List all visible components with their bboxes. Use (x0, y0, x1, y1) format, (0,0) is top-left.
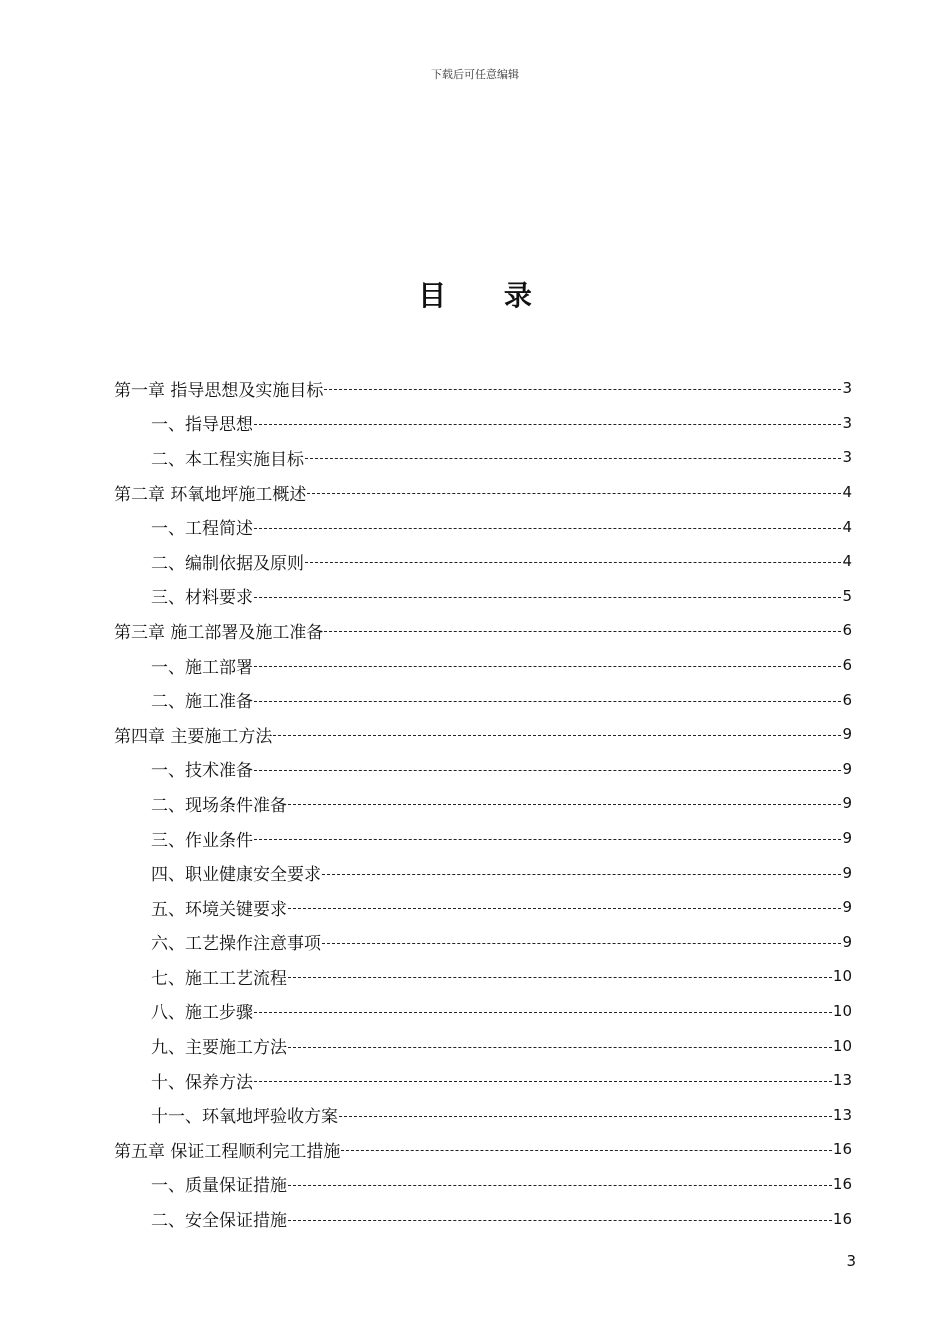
toc-entry-page: 9 (842, 932, 852, 951)
toc-dot-leader (288, 1184, 832, 1186)
toc-dot-leader (339, 1115, 832, 1117)
toc-chapter-entry[interactable] (114, 1132, 852, 1167)
page-number: 3 (846, 1252, 856, 1270)
toc-entry-page: 4 (842, 552, 852, 571)
toc-entry-label: 二、本工程实施目标 (151, 449, 304, 470)
toc-section-entry[interactable] (114, 1028, 852, 1063)
toc-entry-label: 四、职业健康安全要求 (151, 865, 321, 886)
toc-entry-page: 6 (842, 690, 852, 709)
toc-entry-page: 4 (842, 517, 852, 536)
toc-chapter-entry[interactable] (114, 475, 852, 510)
toc-section-entry[interactable] (114, 1167, 852, 1202)
toc-entry-label: 第四章 主要施工方法 (114, 726, 273, 747)
toc-entry-page: 3 (842, 379, 852, 398)
toc-entry-label: 五、环境关键要求 (151, 899, 287, 920)
toc-entry-page: 9 (842, 725, 852, 744)
toc-entry-page: 9 (842, 759, 852, 778)
toc-entry-page: 16 (832, 1140, 852, 1159)
toc-section-entry[interactable] (114, 890, 852, 925)
toc-entry-page: 5 (842, 586, 852, 605)
toc-dot-leader (254, 1080, 832, 1082)
toc-entry-label: 二、安全保证措施 (151, 1211, 287, 1232)
toc-entry-page: 6 (842, 656, 852, 675)
toc-entry-label: 三、作业条件 (151, 830, 253, 851)
toc-dot-leader (288, 976, 832, 978)
toc-entry-page: 3 (842, 413, 852, 432)
toc-section-entry[interactable] (114, 579, 852, 614)
toc-entry-label: 二、施工准备 (151, 692, 253, 713)
toc-dot-leader (273, 734, 841, 736)
toc-entry-page: 16 (832, 1174, 852, 1193)
toc-entry-page: 10 (832, 967, 852, 986)
toc-section-entry[interactable] (114, 786, 852, 821)
toc-entry-label: 六、工艺操作注意事项 (151, 934, 321, 955)
toc-entry-page: 4 (842, 483, 852, 502)
toc-dot-leader (254, 1011, 832, 1013)
toc-entry-label: 七、施工工艺流程 (151, 968, 287, 989)
toc-entry-label: 八、施工步骤 (151, 1003, 253, 1024)
toc-dot-leader (254, 596, 841, 598)
toc-dot-leader (288, 907, 841, 909)
toc-dot-leader (254, 700, 841, 702)
toc-dot-leader (322, 873, 841, 875)
toc-section-entry[interactable] (114, 509, 852, 544)
toc-dot-leader (324, 630, 841, 632)
toc-entry-label: 九、主要施工方法 (151, 1038, 287, 1059)
toc-dot-leader (254, 769, 841, 771)
toc-entry-page: 9 (842, 794, 852, 813)
toc-entry-label: 二、现场条件准备 (151, 795, 287, 816)
toc-entry-page: 13 (832, 1105, 852, 1124)
toc-entry-label: 十、保养方法 (151, 1072, 253, 1093)
toc-entry-page: 10 (832, 1036, 852, 1055)
toc-section-entry[interactable] (114, 440, 852, 475)
toc-entry-page: 10 (832, 1001, 852, 1020)
toc-entry-label: 十一、环氧地坪验收方案 (151, 1107, 338, 1128)
toc-entry-page: 3 (842, 448, 852, 467)
toc-entry-label: 第一章 指导思想及实施目标 (114, 380, 324, 401)
toc-section-entry[interactable] (114, 1201, 852, 1236)
toc-entry-label: 三、材料要求 (151, 588, 253, 609)
toc-entry-label: 一、指导思想 (151, 415, 253, 436)
toc-section-entry[interactable] (114, 821, 852, 856)
toc-section-entry[interactable] (114, 1063, 852, 1098)
toc-section-entry[interactable] (114, 648, 852, 683)
toc-title: 目 录 (418, 279, 556, 312)
toc-section-entry[interactable] (114, 544, 852, 579)
toc-section-entry[interactable] (114, 994, 852, 1029)
table-of-contents (114, 371, 852, 1236)
toc-entry-page: 6 (842, 621, 852, 640)
toc-entry-label: 一、施工部署 (151, 657, 253, 678)
toc-section-entry[interactable] (114, 855, 852, 890)
toc-section-entry[interactable] (114, 682, 852, 717)
toc-dot-leader (305, 561, 841, 563)
toc-section-entry[interactable] (114, 959, 852, 994)
toc-entry-page: 9 (842, 898, 852, 917)
toc-entry-label: 二、编制依据及原则 (151, 553, 304, 574)
header-note: 下载后可任意编辑 (431, 68, 519, 81)
toc-entry-page: 13 (832, 1071, 852, 1090)
toc-dot-leader (254, 838, 841, 840)
toc-entry-label: 一、工程简述 (151, 519, 253, 540)
toc-dot-leader (288, 1046, 832, 1048)
toc-dot-leader (305, 457, 841, 459)
toc-chapter-entry[interactable] (114, 717, 852, 752)
toc-section-entry[interactable] (114, 925, 852, 960)
toc-dot-leader (322, 942, 841, 944)
toc-dot-leader (254, 423, 841, 425)
toc-entry-page: 9 (842, 863, 852, 882)
toc-dot-leader (324, 388, 841, 390)
toc-dot-leader (288, 803, 841, 805)
toc-section-entry[interactable] (114, 1097, 852, 1132)
toc-dot-leader (341, 1149, 832, 1151)
toc-dot-leader (307, 492, 841, 494)
toc-entry-label: 第三章 施工部署及施工准备 (114, 622, 324, 643)
toc-entry-label: 一、质量保证措施 (151, 1176, 287, 1197)
toc-entry-label: 第二章 环氧地坪施工概述 (114, 484, 307, 505)
toc-chapter-entry[interactable] (114, 613, 852, 648)
toc-entry-label: 一、技术准备 (151, 761, 253, 782)
toc-section-entry[interactable] (114, 752, 852, 787)
toc-entry-label: 第五章 保证工程顺利完工措施 (114, 1141, 341, 1162)
toc-chapter-entry[interactable] (114, 371, 852, 406)
toc-dot-leader (288, 1219, 832, 1221)
toc-section-entry[interactable] (114, 406, 852, 441)
toc-entry-page: 16 (832, 1209, 852, 1228)
toc-dot-leader (254, 665, 841, 667)
toc-entry-page: 9 (842, 829, 852, 848)
toc-dot-leader (254, 527, 841, 529)
